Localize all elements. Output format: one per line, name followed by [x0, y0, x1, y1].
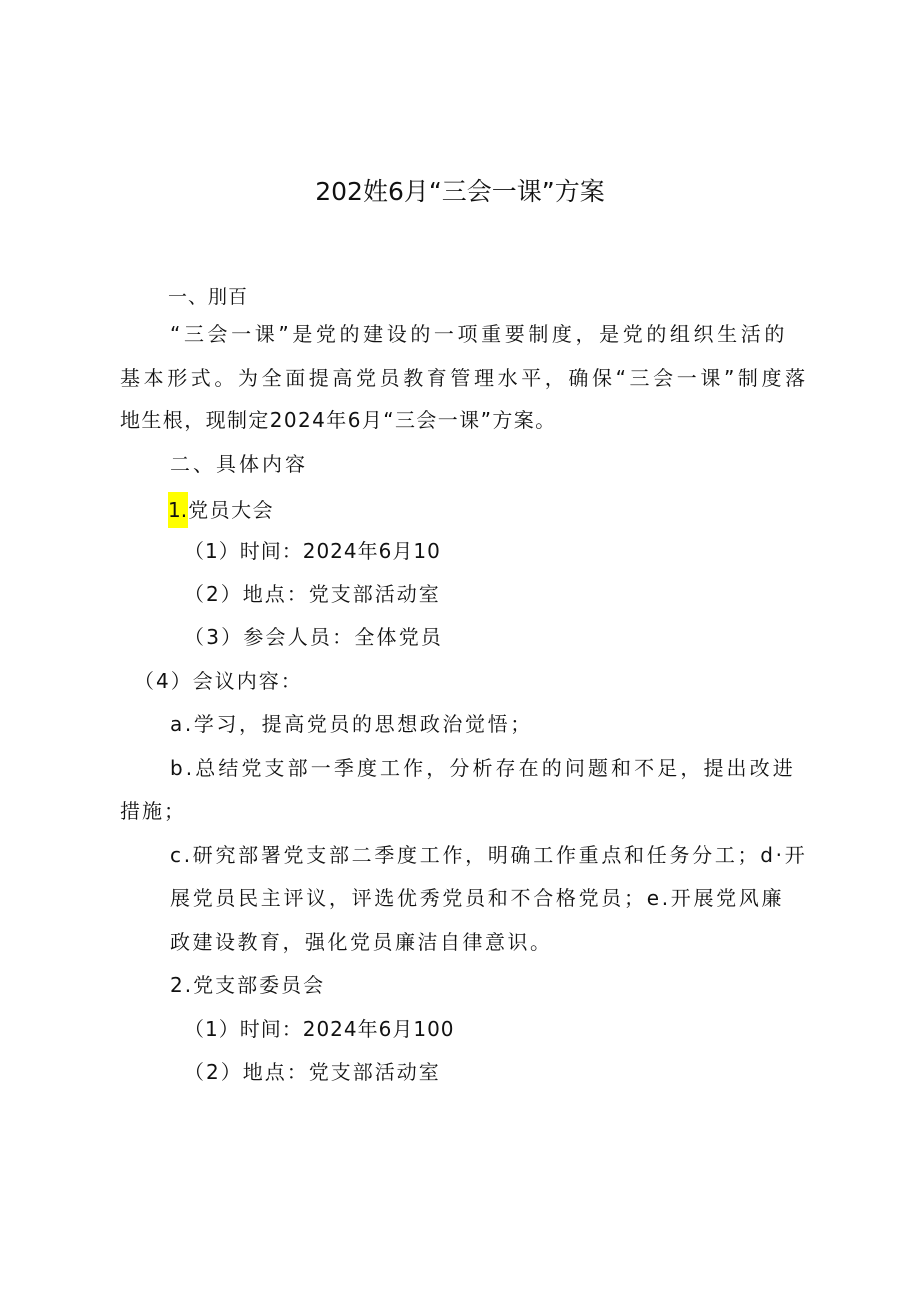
paragraph-line-2: 基本形式。为全面提高党员教育管理水平，确保“三会一课”制度落 — [120, 366, 809, 390]
paragraph-line-3: 地生根，现制定2024年6月“三会一课”方案。 — [120, 408, 557, 432]
item1-content-a: a.学习，提高党员的思想政治觉悟； — [170, 712, 533, 736]
item1-content-c-line-1: c.研究部署党支部二季度工作，明确工作重点和任务分工；d·开 — [170, 843, 808, 867]
item1-content-b-line-1: b.总结党支部一季度工作，分析存在的问题和不足，提出改进 — [170, 756, 796, 780]
item1-heading — [168, 492, 274, 528]
section1-heading: 一、刖百 — [168, 286, 249, 308]
item1-content-c-line-2: 展党员民主评议，评选优秀党员和不合格党员；e.开展党风廉 — [170, 886, 785, 910]
item1-time: （1）时间：2024年6月10 — [184, 539, 441, 563]
section2-heading: 二、具体内容 — [170, 452, 308, 476]
item1-content-c-line-3: 政建设教育，强化党员廉洁自律意识。 — [170, 930, 553, 954]
item1-place: （2）地点：党支部活动室 — [184, 582, 441, 606]
item2-heading: 2.党支部委员会 — [170, 973, 326, 997]
item1-content-b-line-2: 措施； — [120, 799, 186, 823]
item2-time: （1）时间：2024年6月100 — [184, 1017, 455, 1041]
item2-place: （2）地点：党支部活动室 — [184, 1060, 441, 1084]
item1-number-highlight: 1. — [168, 492, 188, 528]
document-title: 202姓6月“三会一课”方案 — [315, 177, 605, 206]
paragraph-line-1: “三会一课”是党的建设的一项重要制度，是党的组织生活的 — [170, 322, 788, 346]
item1-label: 党员大会 — [188, 498, 275, 522]
item1-content-heading: （4）会议内容： — [134, 669, 303, 693]
item1-attendees: （3）参会人员：全体党员 — [184, 625, 444, 649]
